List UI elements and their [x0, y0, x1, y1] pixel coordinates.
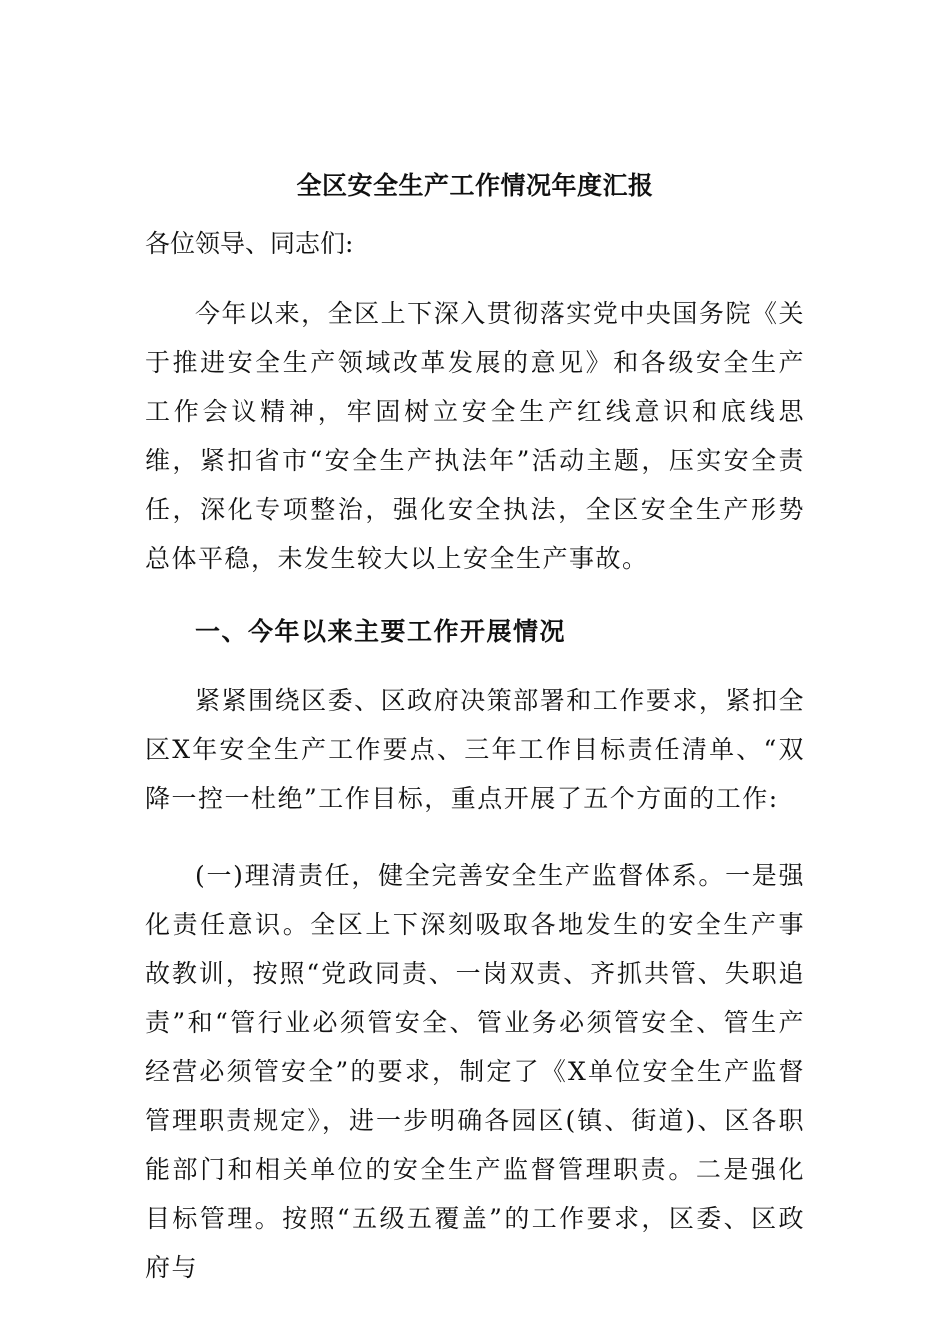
section-item-paragraph: (一)理清责任，健全完善安全生产监督体系。一是强化责任意识。全区上下深刻吸取各地发生的安全生产事故教训，按照“党政同责、一岗双责、齐抓共管、失职追责”和“管行业必须管安全、管业务必须管安全、管生产经营必须管安全”的要求，制定了《X单位安全生产监督管理职责规定》，进一步明确各园区(镇、街道)、区各职能部门和相关单位的安全生产监督管理职责。二是强化目标管理。按照“五级五覆盖”的工作要求，区委、区政府与	[145, 861, 805, 1282]
intro-paragraph: 今年以来，全区上下深入贯彻落实党中央国务院《关于推进安全生产领域改革发展的意见》和各级安全生产工作会议精神，牢固树立安全生产红线意识和底线思维，紧扣省市“安全生产执法年”活动主题，压实安全责任，深化专项整治，强化安全执法，全区安全生产形势总体平稳，未发生较大以上安全生产事故。	[145, 299, 805, 573]
section-heading: 一、今年以来主要工作开展情况	[195, 617, 567, 646]
salutation: 各位领导、同志们:	[145, 229, 354, 258]
section-intro-paragraph: 紧紧围绕区委、区政府决策部署和工作要求，紧扣全区X年安全生产工作要点、三年工作目标责任清单、“双降一控一杜绝”工作目标，重点开展了五个方面的工作:	[145, 686, 805, 813]
document-title: 全区安全生产工作情况年度汇报	[296, 171, 654, 200]
